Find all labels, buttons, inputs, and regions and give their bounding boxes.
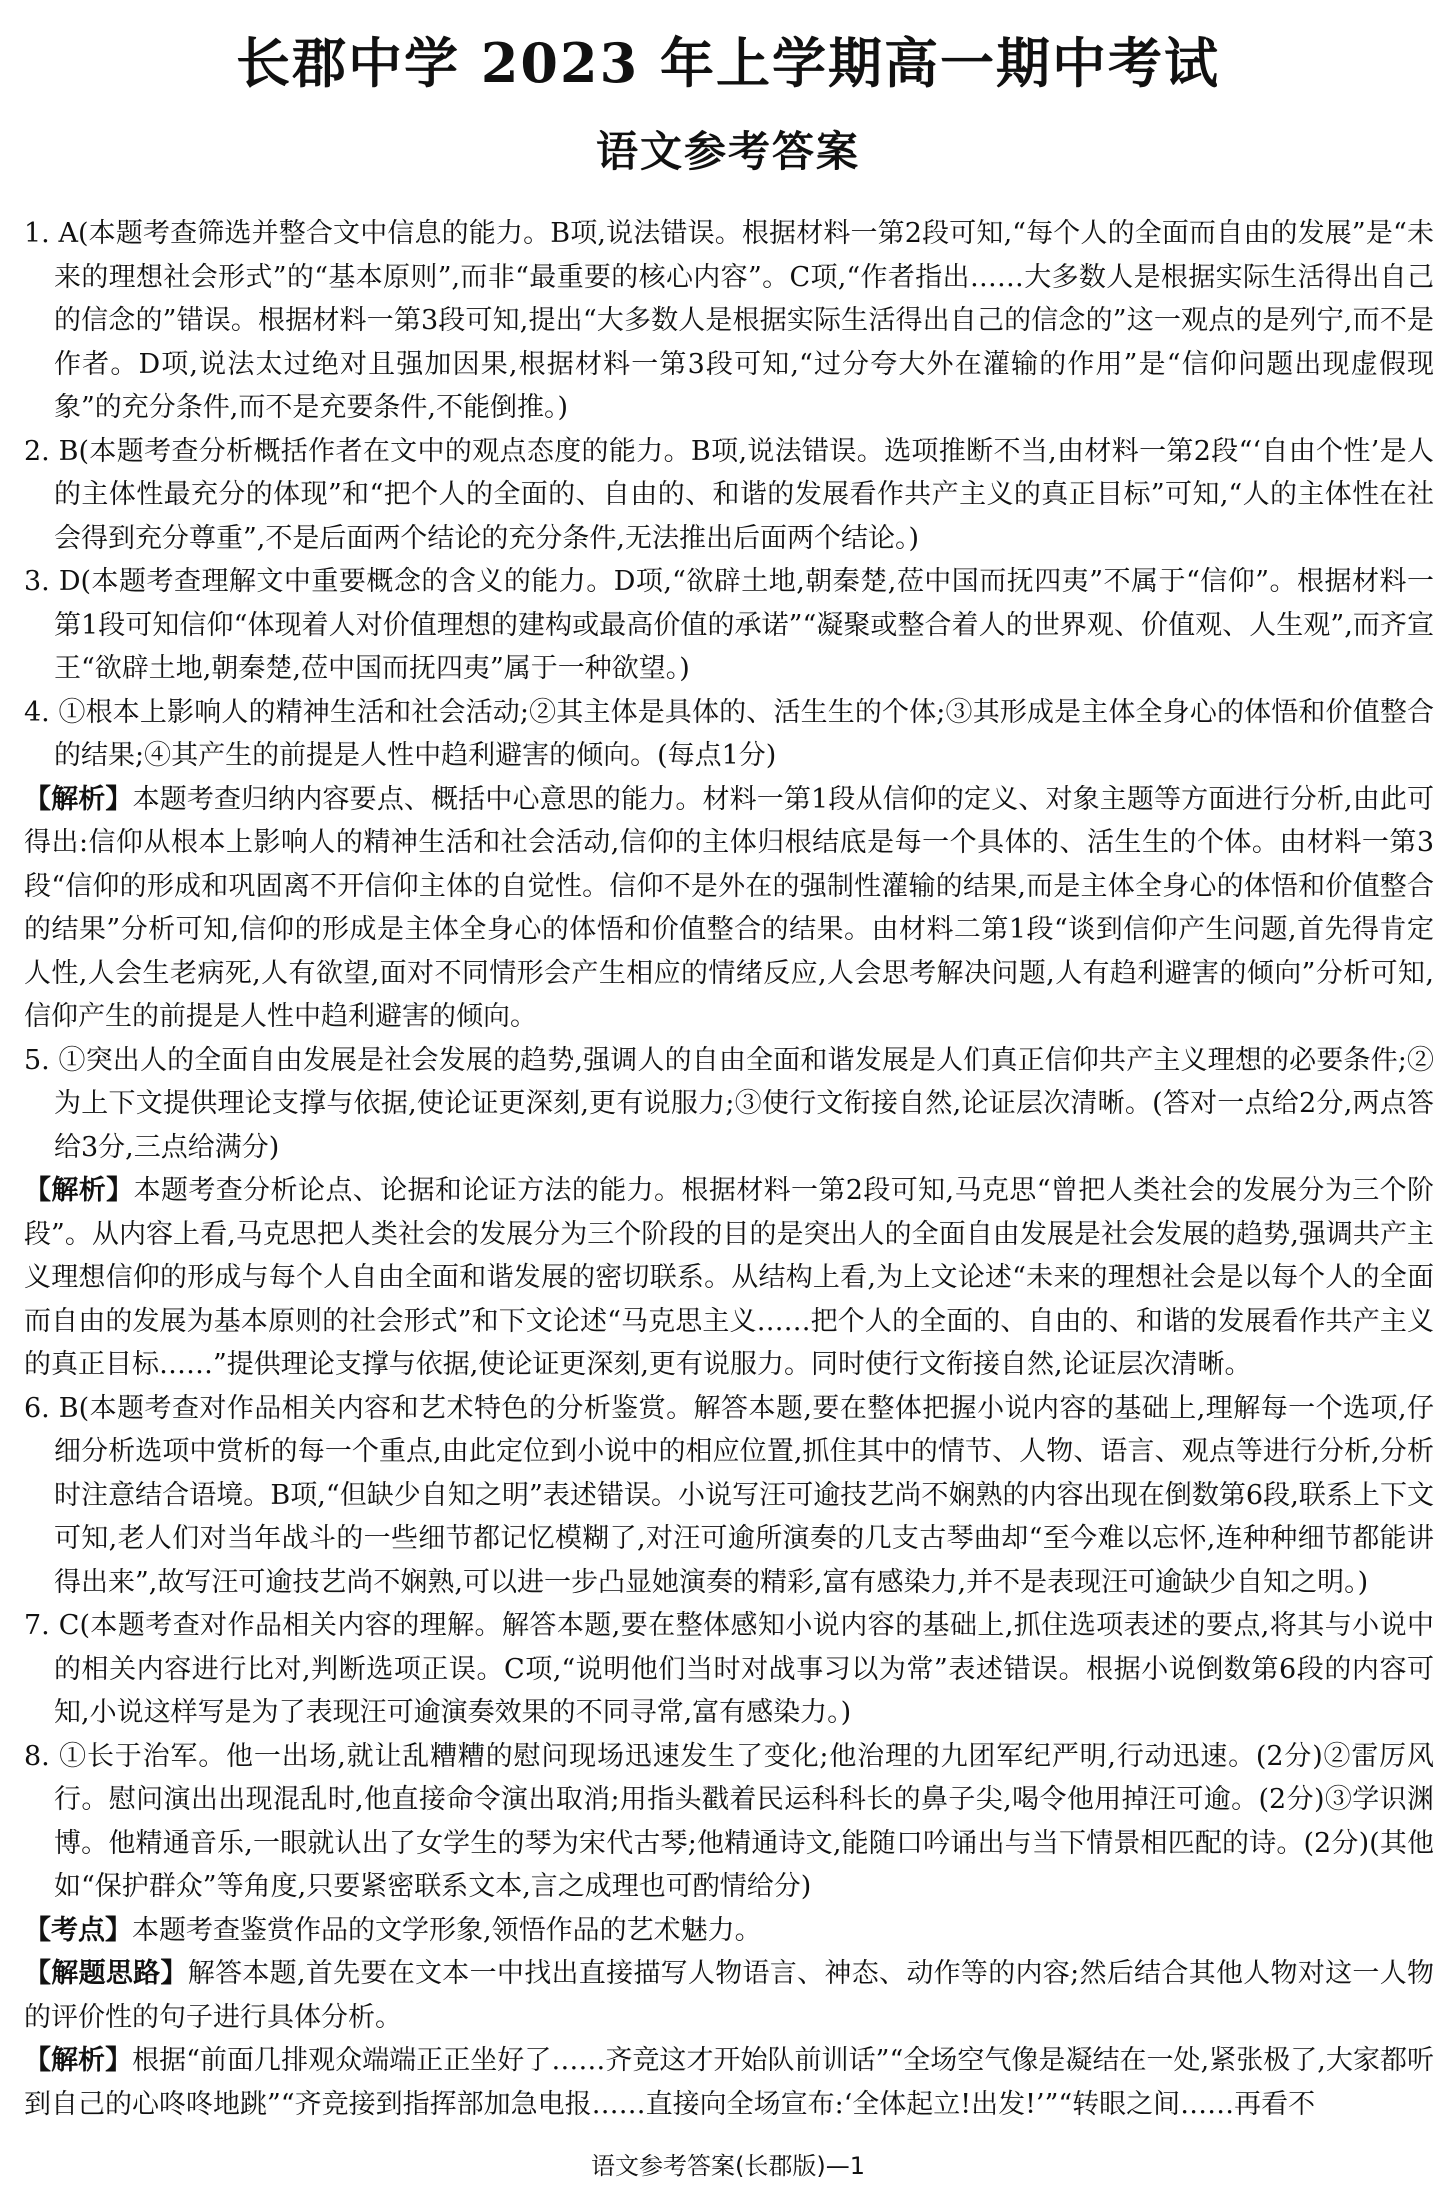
analysis-tag: 【解析】	[24, 1175, 134, 1206]
exam-point-text: 本题考查鉴赏作品的文学形象,领悟作品的艺术魅力。	[132, 1914, 762, 1946]
exam-point-tag: 【考点】	[24, 1914, 132, 1946]
solution-idea-text: 解答本题,首先要在文本一中找出直接描写人物语言、神态、动作等的内容;然后结合其他人物对这一人物的评价性的句子进行具体分析。	[24, 1958, 1435, 2033]
analysis-text: 根据“前面几排观众端端正正坐好了……齐竞这才开始队前训话”“全场空气像是凝结在一处,紧张极了,大家都听到自己的心咚咚地跳”“齐竞接到指挥部加急电报……直接向全场宣布:‘全体起立!出发!’”“转眼之间……再看不	[24, 2045, 1434, 2120]
analysis-note-8	[24, 2039, 1434, 2126]
answer-item-4: 4. ①根本上影响人的精神生活和社会活动;②其主体是具体的、活生生的个体;③其形成是主体全身心的体悟和价值整合的结果;④其产生的前提是人性中趋利避害的倾向。(每点1分)	[24, 696, 1434, 771]
analysis-tag: 【解析】	[24, 783, 133, 815]
analysis-text: 本题考查分析论点、论据和论证方法的能力。根据材料一第2段可知,马克思“曾把人类社会的发展分为三个阶段”。从内容上看,马克思把人类社会的发展分为三个阶段的目的是突出人的全面自由发展是社会发展的趋势,强调共产主义理想信仰的形成与每个人自由全面和谐发展的密切联系。从结构上看,为上文论述“未来的理想社会是以每个人的全面而自由的发展为基本原则的社会形式”和下文论述“马克思主义……把个人的全面的、自由的、和谐的发展看作共产主义的真正目标……”提供理论支撑与依据,使论证更深刻,更有说服力。同时使行文衔接自然,论证层次清晰。	[24, 1175, 1435, 1380]
answer-item-2: 2. B(本题考查分析概括作者在文中的观点态度的能力。B项,说法错误。选项推断不当,由材料一第2段“‘自由个性’是人的主体性最充分的体现”和“把个人的全面的、自由的、和谐的发展看作共产主义的真正目标”可知,“人的主体性在社会得到充分尊重”,不是后面两个结论的充分条件,无法推出后面两个结论。)	[24, 435, 1434, 554]
answer-item-5: 5. ①突出人的全面自由发展是社会发展的趋势,强调人的自由全面和谐发展是人们真正信仰共产主义理想的必要条件;②为上下文提供理论支撑与依据,使论证更深刻,更有说服力;③使行文衔接自然,论证层次清晰。(答对一点给2分,两点答给3分,三点给满分)	[24, 1044, 1434, 1163]
answer-item-6: 6. B(本题考查对作品相关内容和艺术特色的分析鉴赏。解答本题,要在整体把握小说内容的基础上,理解每一个选项,仔细分析选项中赏析的每一个重点,由此定位到小说中的相应位置,抓住其中的情节、人物、语言、观点等进行分析,分析时注意结合语境。B项,“但缺少自知之明”表述错误。小说写汪可逾技艺尚不娴熟的内容出现在倒数第6段,联系上下文可知,老人们对当年战斗的一些细节都记忆模糊了,对汪可逾所演奏的几支古琴曲却“至今难以忘怀,连种种细节都能讲得出来”,故写汪可逾技艺尚不娴熟,可以进一步凸显她演奏的精彩,富有感染力,并不是表现汪可逾缺少自知之明。)	[24, 1392, 1434, 1598]
analysis-note-5	[24, 1169, 1434, 1387]
page-footer: 语文参考答案(长郡版)—1	[591, 2152, 865, 2180]
analysis-tag: 【解析】	[24, 2045, 133, 2076]
analysis-note-4	[24, 778, 1434, 1039]
exam-title: 长郡中学 2023 年上学期高一期中考试	[236, 31, 1220, 95]
answer-item-8: 8. ①长于治军。他一出场,就让乱糟糟的慰问现场迅速发生了变化;他治理的九团军纪严明,行动迅速。(2分)②雷厉风行。慰问演出出现混乱时,他直接命令演出取消;用指头戳着民运科科长的鼻子尖,喝令他用掉汪可逾。(2分)③学识渊博。他精通音乐,一眼就认出了女学生的琴为宋代古琴;他精通诗文,能随口吟诵出与当下情景相匹配的诗。(2分)(其他如“保护群众”等角度,只要紧密联系文本,言之成理也可酌情给分)	[24, 1740, 1434, 1902]
answer-item-1: 1. A(本题考查筛选并整合文中信息的能力。B项,说法错误。根据材料一第2段可知,“每个人的全面而自由的发展”是“未来的理想社会形式”的“基本原则”,而非“最重要的核心内容”。C项,“作者指出……大多数人是根据实际生活得出自己的信念的”错误。根据材料一第3段可知,提出“大多数人是根据实际生活得出自己的信念的”这一观点的是列宁,而不是作者。D项,说法太过绝对且强加因果,根据材料一第3段可知,“过分夸大外在灌输的作用”是“信仰问题出现虚假现象”的充分条件,而不是充要条件,不能倒推。)	[24, 218, 1434, 423]
solution-idea-tag: 【解题思路】	[24, 1958, 188, 1989]
answer-item-7: 7. C(本题考查对作品相关内容的理解。解答本题,要在整体感知小说内容的基础上,抓住选项表述的要点,将其与小说中的相关内容进行比对,判断选项正误。C项,“说明他们当时对战事习以为常”表述错误。根据小说倒数第6段的内容可知,小说这样写是为了表现汪可逾演奏效果的不同寻常,富有感染力。)	[24, 1610, 1434, 1728]
analysis-text: 本题考查归纳内容要点、概括中心意思的能力。材料一第1段从信仰的定义、对象主题等方面进行分析,由此可得出:信仰从根本上影响人的精神生活和社会活动,信仰的主体归根结底是每一个具体的、活生生的个体。由材料一第3段“信仰的形成和巩固离不开信仰主体的自觉性。信仰不是外在的强制性灌输的结果,而是主体全身心的体悟和价值整合的结果”分析可知,信仰的形成是主体全身心的体悟和价值整合的结果。由材料二第1段“谈到信仰产生问题,首先得肯定人性,人会生老病死,人有欲望,面对不同情形会产生相应的情绪反应,人会思考解决问题,人有趋利避害的倾向”分析可知,信仰产生的前提是人性中趋利避害的倾向。	[24, 783, 1434, 1032]
answer-content	[24, 212, 1434, 2126]
answer-item-3: 3. D(本题考查理解文中重要概念的含义的能力。D项,“欲辟土地,朝秦楚,莅中国而抚四夷”不属于“信仰”。根据材料一第1段可知信仰“体现着人对价值理想的建构或最高价值的承诺”“凝聚或整合着人的世界观、价值观、人生观”,而齐宣王“欲辟土地,朝秦楚,莅中国而抚四夷”属于一种欲望。)	[24, 566, 1434, 684]
solution-idea-note	[24, 1952, 1434, 2039]
document-subtitle: 语文参考答案	[595, 127, 860, 176]
exam-point-note	[24, 1909, 1434, 1953]
